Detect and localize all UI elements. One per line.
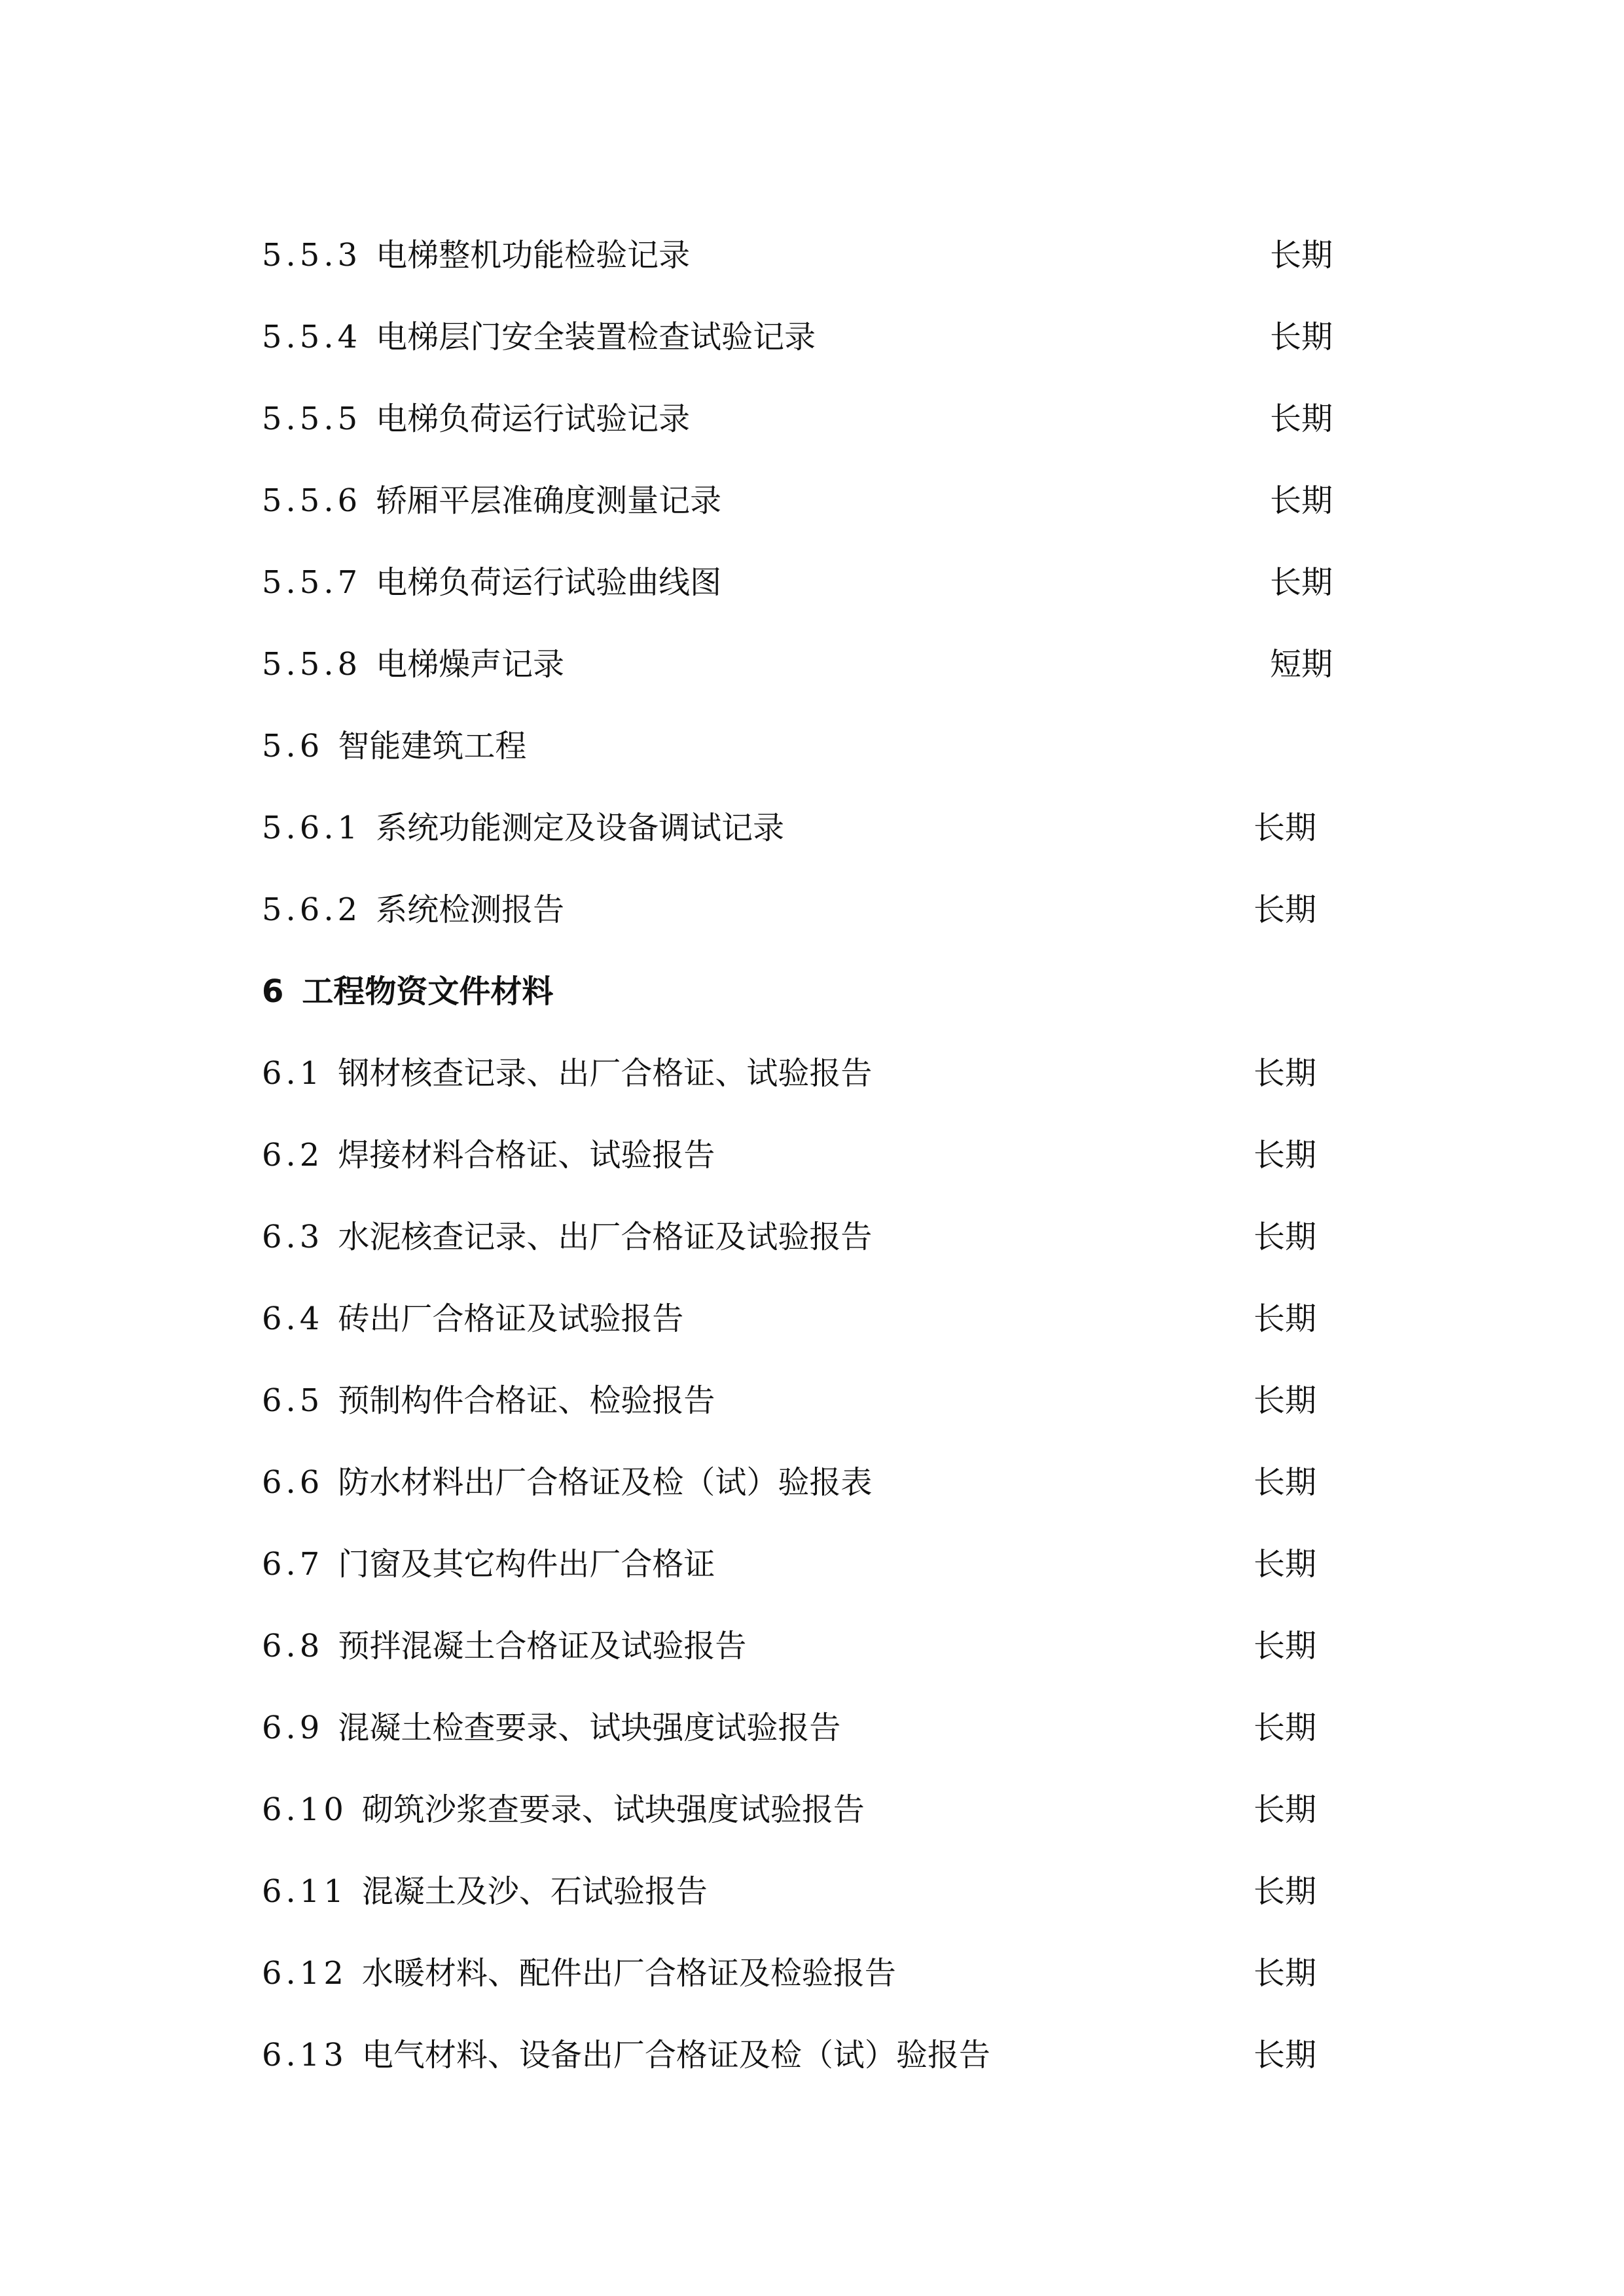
item-title: 电梯层门安全装置检查试验记录 bbox=[376, 319, 816, 355]
retention-period: 长期 bbox=[1254, 891, 1317, 928]
item-title: 防水材料出厂合格证及检（试）验报表 bbox=[338, 1464, 873, 1501]
retention-period: 长期 bbox=[1254, 810, 1317, 846]
item-number: 6.2 bbox=[262, 1137, 324, 1174]
item-title: 系统功能测定及设备调试记录 bbox=[376, 810, 785, 846]
retention-period: 长期 bbox=[1254, 1710, 1317, 1746]
item-title: 轿厢平层准确度测量记录 bbox=[376, 482, 722, 519]
item-title: 钢材核查记录、出厂合格证、试验报告 bbox=[338, 1055, 873, 1092]
chapter-heading bbox=[262, 962, 1375, 1021]
item-number: 5.6.1 bbox=[262, 810, 362, 846]
retention-period: 长期 bbox=[1254, 1382, 1317, 1419]
retention-period: 长期 bbox=[1254, 1137, 1317, 1174]
list-item bbox=[262, 1371, 1375, 1430]
list-item bbox=[262, 1535, 1375, 1594]
item-title: 焊接材料合格证、试验报告 bbox=[338, 1137, 715, 1174]
item-title: 水泥核查记录、出厂合格证及试验报告 bbox=[338, 1219, 873, 1255]
retention-period: 长期 bbox=[1254, 1055, 1317, 1092]
item-title: 系统检测报告 bbox=[376, 891, 565, 928]
item-number: 6.10 bbox=[262, 1791, 348, 1828]
list-item bbox=[262, 471, 1375, 530]
list-item bbox=[262, 1044, 1375, 1103]
item-title: 电梯燥声记录 bbox=[376, 646, 565, 683]
list-item bbox=[262, 1208, 1375, 1266]
retention-period: 长期 bbox=[1254, 1791, 1317, 1828]
item-number: 5.6.2 bbox=[262, 891, 362, 928]
item-title: 水暖材料、配件出厂合格证及检验报告 bbox=[361, 1955, 896, 1992]
retention-period: 短期 bbox=[1270, 646, 1333, 683]
list-item bbox=[262, 1453, 1375, 1512]
list-item bbox=[262, 308, 1375, 367]
list-item bbox=[262, 1617, 1375, 1676]
item-number: 5.5.5 bbox=[262, 401, 362, 437]
retention-period: 长期 bbox=[1254, 1464, 1317, 1501]
list-item bbox=[262, 1944, 1375, 2003]
retention-period: 长期 bbox=[1270, 401, 1333, 437]
item-number: 5.5.7 bbox=[262, 564, 362, 601]
item-title: 混凝土检查要录、试块强度试验报告 bbox=[338, 1710, 841, 1746]
list-item bbox=[262, 880, 1375, 939]
chapter-title: 工程物资文件材料 bbox=[302, 973, 554, 1010]
item-title: 混凝土及沙、石试验报告 bbox=[361, 1873, 708, 1910]
item-number: 6.9 bbox=[262, 1710, 324, 1746]
retention-period: 长期 bbox=[1270, 482, 1333, 519]
item-number: 6.8 bbox=[262, 1628, 324, 1664]
retention-period: 长期 bbox=[1254, 1300, 1317, 1337]
item-number: 6.12 bbox=[262, 1955, 348, 1992]
list-item bbox=[262, 1862, 1375, 1921]
item-number: 6.3 bbox=[262, 1219, 324, 1255]
retention-period: 长期 bbox=[1254, 2037, 1317, 2073]
retention-period: 长期 bbox=[1254, 1219, 1317, 1255]
retention-period: 长期 bbox=[1254, 1873, 1317, 1910]
chapter-number: 6 bbox=[262, 973, 288, 1010]
item-title: 门窗及其它构件出厂合格证 bbox=[338, 1546, 715, 1583]
item-title: 砖出厂合格证及试验报告 bbox=[338, 1300, 684, 1337]
item-title: 砌筑沙浆查要录、试块强度试验报告 bbox=[361, 1791, 865, 1828]
item-number: 6.5 bbox=[262, 1382, 324, 1419]
list-item bbox=[262, 635, 1375, 694]
item-title: 预制构件合格证、检验报告 bbox=[338, 1382, 715, 1419]
item-title: 电梯负荷运行试验曲线图 bbox=[376, 564, 722, 601]
list-item bbox=[262, 2026, 1375, 2085]
item-title: 电梯负荷运行试验记录 bbox=[376, 401, 691, 437]
list-item bbox=[262, 226, 1375, 285]
list-item bbox=[262, 553, 1375, 612]
retention-period: 长期 bbox=[1254, 1628, 1317, 1664]
section-heading bbox=[262, 717, 1375, 776]
list-item bbox=[262, 389, 1375, 448]
item-number: 5.5.8 bbox=[262, 646, 362, 683]
item-title: 智能建筑工程 bbox=[338, 728, 527, 764]
list-item bbox=[262, 1780, 1375, 1839]
item-number: 6.6 bbox=[262, 1464, 324, 1501]
item-title: 预拌混凝土合格证及试验报告 bbox=[338, 1628, 747, 1664]
list-item bbox=[262, 1698, 1375, 1757]
list-item bbox=[262, 1126, 1375, 1185]
retention-period: 长期 bbox=[1254, 1955, 1317, 1992]
retention-period: 长期 bbox=[1270, 319, 1333, 355]
item-title: 电梯整机功能检验记录 bbox=[376, 237, 691, 274]
item-number: 6.1 bbox=[262, 1055, 324, 1092]
retention-period: 长期 bbox=[1270, 237, 1333, 274]
item-number: 5.6 bbox=[262, 728, 324, 764]
item-number: 6.4 bbox=[262, 1300, 324, 1337]
item-number: 5.5.6 bbox=[262, 482, 362, 519]
retention-period: 长期 bbox=[1254, 1546, 1317, 1583]
list-item bbox=[262, 798, 1375, 857]
list-item bbox=[262, 1289, 1375, 1348]
item-title: 电气材料、设备出厂合格证及检（试）验报告 bbox=[361, 2037, 990, 2073]
item-number: 6.7 bbox=[262, 1546, 324, 1583]
item-number: 6.11 bbox=[262, 1873, 348, 1910]
item-number: 6.13 bbox=[262, 2037, 348, 2073]
item-number: 5.5.4 bbox=[262, 319, 362, 355]
retention-period: 长期 bbox=[1270, 564, 1333, 601]
item-number: 5.5.3 bbox=[262, 237, 362, 274]
